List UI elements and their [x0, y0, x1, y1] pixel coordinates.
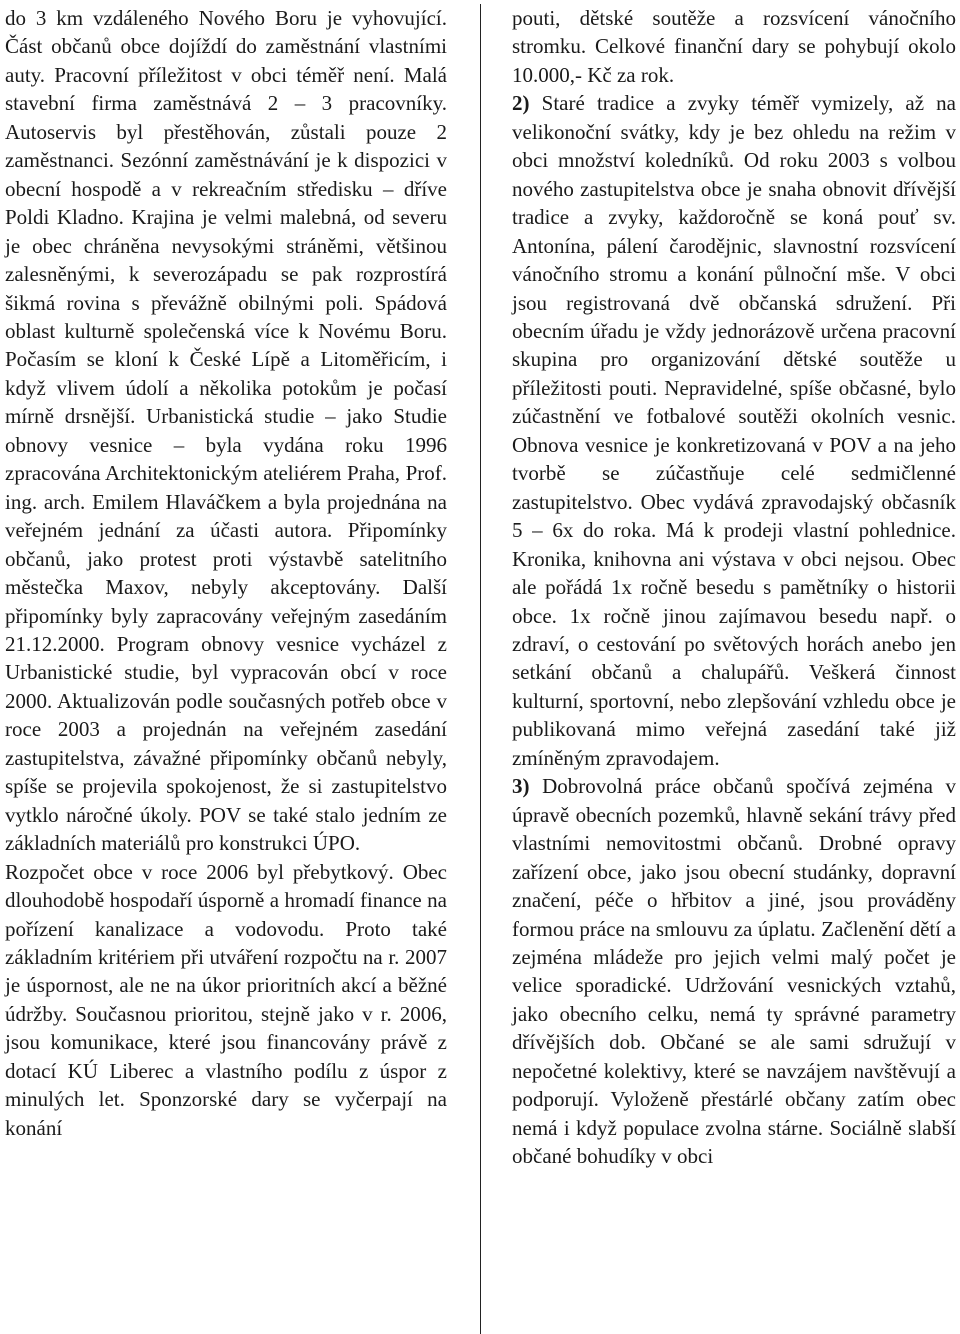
left-paragraph-1: do 3 km vzdáleného Nového Boru je vyhovující. Část občanů obce dojíždí do zaměstnání vlastními auty. Pracovní příležitost v obci téměř není. Malá stavební firma zaměstnává 2 – 3 pracovníky. Autoservis byl přestěhován, zůstali pouze 2 zaměstnanci. Sezónní zaměstnávání je k dispozici v obecní hospodě a v rekreačním středisku – dříve Poldi Kladno. Krajina je velmi malebná, od severu je obec chráněna nevysokými stráněmi, většinou zalesněnými, k severozápadu se pak rozprostírá šikmá rovina s převážně obilnými poli. Spádová oblast kulturně společenská více k Novému Boru. Počasím se kloní k České Lípě a Litoměřicím, i když vlivem údolí a několika potokům je počasí mírně drsnější. Urbanistická studie – jako Studie obnovy vesnice – byla vydána roku 1996 zpracována Architektonickým ateliérem Praha, Prof. ing. arch. Emilem Hlaváčkem a byla projednána na veřejném jednání za účasti autora. Připomínky občanů, jako protest proti výstavbě satelitního městečka Maxov, nebyly akceptovány. Další připomínky byly zapracovány veřejným zasedáním 21.12.2000. Program obnovy vesnice vycházel z Urbanistické studie, byl vypracován obcí v roce 2000. Aktualizován podle současných potřeb obce v roce 2003 a projednán na veřejném zasedání zastupitelstva, závažné připomínky občanů nebyly, spíše se projevila spokojenost, že si zastupitelstvo vytklo náročné úkoly. POV se také stalo jedním ze základních materiálů pro konstrukci ÚPO. — [5, 6, 447, 856]
right-section-3 — [512, 772, 956, 1170]
left-paragraph-2: Rozpočet obce v roce 2006 byl přebytkový. Obec dlouhodobě hospodaří úsporně a hromadí finance na pořízení kanalizace a vodovodu. Proto také základním kritériem při utváření rozpočtu na r. 2007 je úspornost, ale ne na úkor prioritních akcí a běžné údržby. Současnou prioritou, stejně jako v r. 2006, jsou komunikace, které jsou financovány právě z dotací KÚ Liberec a vlastního podílu z úspor z minulých let. Sponzorské dary se vyčerpají na konání — [5, 859, 447, 1140]
section-number-3: 3) — [512, 774, 530, 799]
section-text-2: Staré tradice a zvyky téměř vymizely, až na velikonoční svátky, kdy je bez ohledu na režim v obci množství koledníků. Od roku 2003 s volbou nového zastupitelstva obce je snaha obnovit dřívější tradice a zvyky, každoročně se koná pouť sv. Antonína, pálení čarodějnic, slavnostní rozsvícení vánočního stromu a konání půlnoční mše. V obci jsou registrovaná dvě občanská sdružení. Při obecním úřadu je vždy jednorázově určena pracovní skupina pro organizování dětské soutěže u příležitosti pouti. Nepravidelné, spíše občasné, bylo zúčastnění ve fotbalové soutěži okolních vesnic. Obnova vesnice je konkretizovaná v POV a na jeho tvorbě se zúčastňuje celé sedmičlenné zastupitelstvo. Obec vydává zpravodajský občasník 5 – 6x do roka. Má k prodeji vlastní pohlednice. Kronika, knihovna ani výstava v obci nejsou. Obec ale pořádá 1x ročně besedu s pamětníky o historii obce. 1x ročně jinou zajímavou besedu např. o zdraví, o cestování po světových horách anebo jen setkání občanů a chalupářů. Veškerá činnost kulturní, sportovní, nebo zlepšování vzhledu obce je publikovaná mimo veřejná zasedání také již zmíněným zpravodajem. — [512, 91, 956, 770]
column-divider — [480, 4, 481, 1334]
right-section-2 — [512, 89, 956, 772]
section-text-3: Dobrovolná práce občanů spočívá zejména v úpravě obecních pozemků, hlavně sekání trávy před vlastními nemovitostmi občanů. Drobné opravy zařízení obce, jako jsou obecní studánky, dopravní značení, péče o hřbitov a jiné, jsou prováděny formou práce na smlouvu za úplatu. Začlenění dětí a zejména mládeže pro jejich velmi malý počet je velice sporadické. Udržování vesnických vztahů, jako obecního celku, nemá ty správné parametry dřívějších dob. Občané se ale sami sdružují v nepočetné kolektivy, které se navzájem navštěvují a podporují. Vyloženě přestárlé občany zatím obec nemá i když populace zvolna stárne. Sociálně slabší občané bohudíky v obci — [512, 774, 956, 1169]
section-number-2: 2) — [512, 91, 530, 116]
right-intro-paragraph: pouti, dětské soutěže a rozsvícení vánočního stromku. Celkové finanční dary se pohybují okolo 10.000,- Kč za rok. — [512, 6, 956, 87]
right-text-column — [512, 4, 956, 1171]
left-text-column — [5, 4, 447, 1142]
